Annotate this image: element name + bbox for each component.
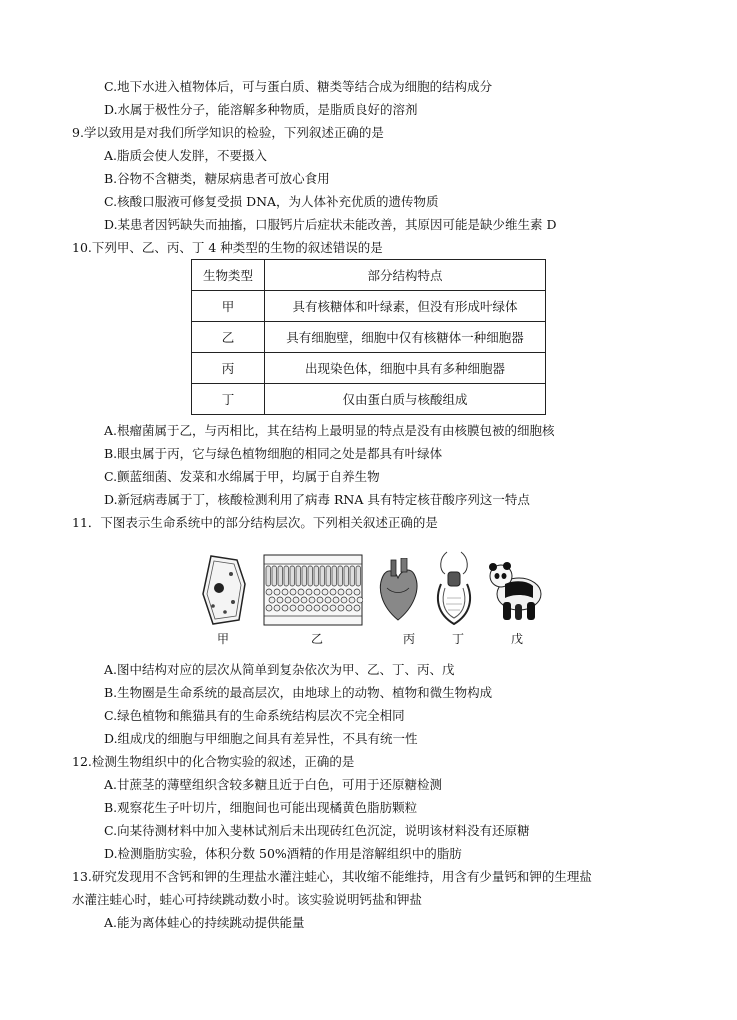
table-row [192,353,546,384]
table-cell-type: 乙 [192,322,265,353]
q11-option-d: D.组成戊的细胞与甲细胞之间具有差异性，不具有统一性 [104,731,418,746]
q9-option-d: D.某患者因钙缺失而抽搐，口服钙片后症状未能改善，其原因可能是缺少维生素 D [104,217,557,232]
table-cell-feature: 仅由蛋白质与核酸组成 [265,384,546,415]
table-cell-feature: 具有核糖体和叶绿素，但没有形成叶绿体 [265,291,546,322]
organism-table [191,259,546,415]
q11-option-c: C.绿色植物和熊猫具有的生命系统结构层次不完全相同 [104,708,405,723]
table-header-row [192,260,546,291]
table-row [192,384,546,415]
figure-caption-yi: 乙 [311,632,324,646]
figure-caption-ding: 丁 [452,632,465,646]
table-cell-type: 甲 [192,291,265,322]
q8-option-c: C.地下水进入植物体后，可与蛋白质、糖类等结合成为细胞的结构成分 [104,79,493,94]
panda-image [487,558,545,624]
q10-stem: 10.下列甲、乙、丙、丁 4 种类型的生物的叙述错误的是 [72,240,383,255]
q11-option-b: B.生物圈是生命系统的最高层次，由地球上的动物、植物和微生物构成 [104,685,493,700]
table-header-type: 生物类型 [192,260,265,291]
q11-stem: 11．下图表示生命系统中的部分结构层次。下列相关叙述正确的是 [72,515,438,530]
q13-option-a: A.能为离体蛙心的持续跳动提供能量 [104,915,305,930]
q10-option-c: C.颤蓝细菌、发菜和水绵属于甲，均属于自养生物 [104,469,380,484]
q9-option-b: B.谷物不含糖类，糖尿病患者可放心食用 [104,171,330,186]
table-cell-type: 丁 [192,384,265,415]
table-cell-feature: 具有细胞壁，细胞中仅有核糖体一种细胞器 [265,322,546,353]
q11-option-a: A.图中结构对应的层次从简单到复杂依次为甲、乙、丁、丙、戊 [104,662,455,677]
q9-option-a: A.脂质会使人发胖，不要摄入 [104,148,268,163]
q12-option-a: A.甘蔗茎的薄壁组织含较多糖且近于白色，可用于还原糖检测 [104,777,443,792]
life-system-figure [195,548,545,658]
figure-caption-bing: 丙 [403,632,416,646]
q10-option-b: B.眼虫属于丙，它与绿色植物细胞的相同之处是都具有叶绿体 [104,446,443,461]
circulatory-system-image [433,548,475,628]
heart-image [373,558,423,624]
table-row [192,291,546,322]
q12-option-d: D.检测脂肪实验，体积分数 50%酒精的作用是溶解组织中的脂肪 [104,846,462,861]
q8-option-d: D.水属于极性分子，能溶解多种物质，是脂质良好的溶剂 [104,102,418,117]
leaf-tissue-image [263,554,363,626]
table-cell-feature: 出现染色体，细胞中具有多种细胞器 [265,353,546,384]
q13-stem-line2: 水灌注蛙心时，蛙心可持续跳动数小时。该实验说明钙盐和钾盐 [72,892,423,907]
q9-option-c: C.核酸口服液可修复受损 DNA，为人体补充优质的遗传物质 [104,194,439,209]
table-header-features: 部分结构特点 [265,260,546,291]
q13-stem-line1: 13.研究发现用不含钙和钾的生理盐水灌注蛙心，其收缩不能维持，用含有少量钙和钾的生理盐 [72,869,592,884]
figure-caption-wu: 戊 [511,632,524,646]
q12-option-b: B.观察花生子叶切片，细胞间也可能出现橘黄色脂肪颗粒 [104,800,418,815]
q10-option-a: A.根瘤菌属于乙，与丙相比，其在结构上最明显的特点是没有由核膜包被的细胞核 [104,423,555,438]
q10-option-d: D.新冠病毒属于丁，核酸检测利用了病毒 RNA 具有特定核苷酸序列这一特点 [104,492,530,507]
plant-cell-image [199,554,247,626]
table-cell-type: 丙 [192,353,265,384]
figure-caption-jia: 甲 [217,632,230,646]
q12-stem: 12.检测生物组织中的化合物实验的叙述，正确的是 [72,754,355,769]
table-row [192,322,546,353]
q9-stem: 9.学以致用是对我们所学知识的检验，下列叙述正确的是 [72,125,384,140]
q12-option-c: C.向某待测材料中加入斐林试剂后未出现砖红色沉淀，说明该材料没有还原糖 [104,823,530,838]
